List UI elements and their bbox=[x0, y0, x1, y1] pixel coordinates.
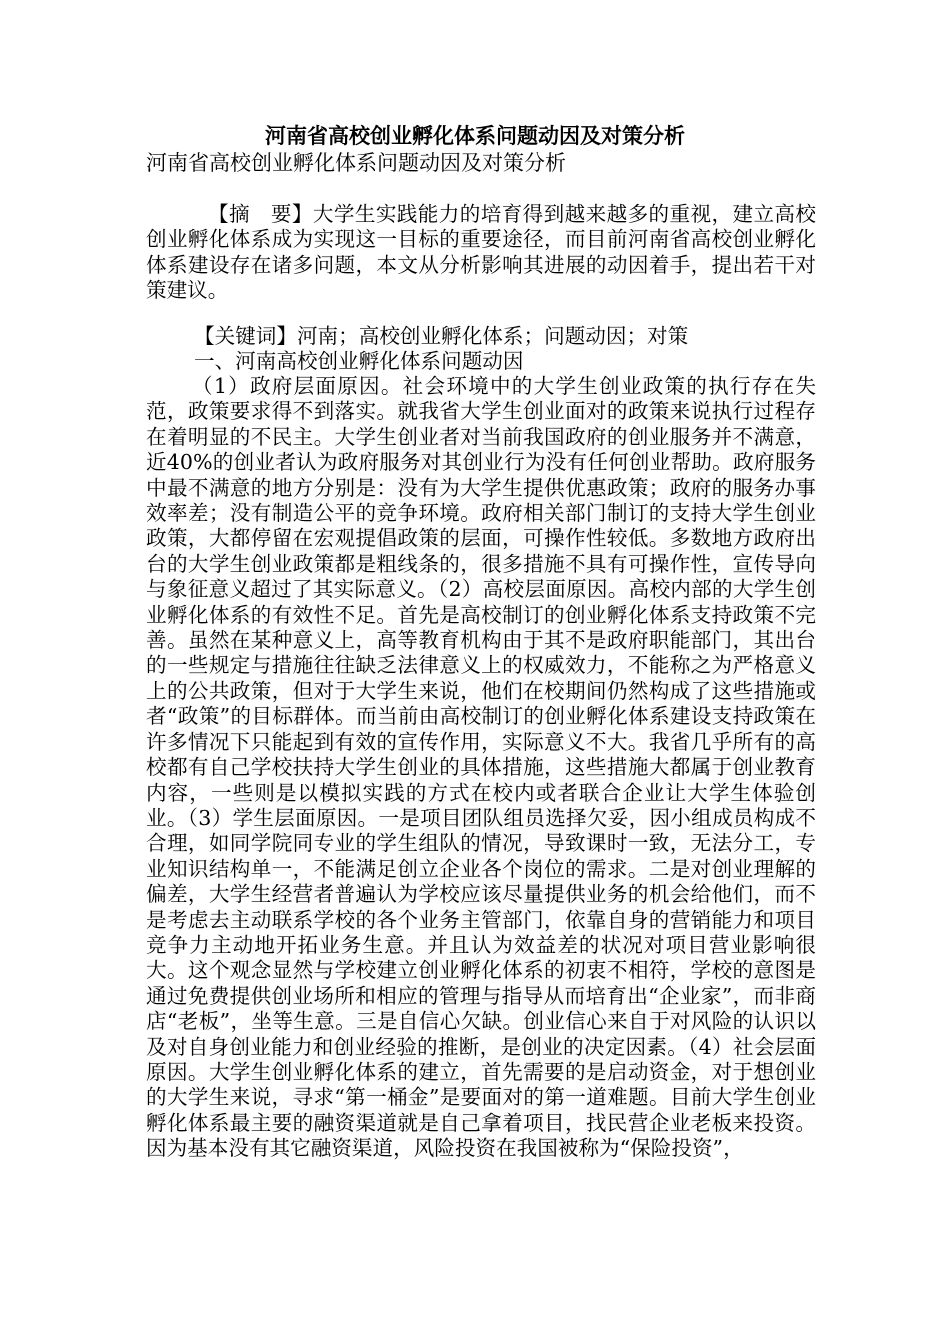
body-paragraph: （1）政府层面原因。社会环境中的大学生创业政策的执行存在失范，政策要求得不到落实。就我省大学生创业面对的政策来说执行过程存在着明显的不民主。大学生创业者对当前我国政府的创业服务并不满意，近40%的创业者认为政府服务对其创业行为没有任何创业帮助。政府服务中最不满意的地方分别是：没有为大学生提供优惠政策；政府的服务办事效率差；没有制造公平的竞争环境。政府相关部门制订的支持大学生创业政策，大都停留在宏观提倡政策的层面，可操作性较低。多数地方政府出台的大学生创业政策都是粗线条的，很多措施不具有可操作性，宣传导向与象征意义超过了其实际意义。（2）高校层面原因。高校内部的大学生创业孵化体系的有效性不足。首先是高校制订的创业孵化体系支持政策不完善。虽然在某种意义上，高等教育机构由于其不是政府职能部门，其出台的一些规定与措施往往缺乏法律意义上的权威效力，不能称之为严格意义上的公共政策，但对于大学生来说，他们在校期间仍然构成了这些措施或者“政策”的目标群体。而当前由高校制订的创业孵化体系建设支持政策在许多情况下只能起到有效的宣传作用，实际意义不大。我省几乎所有的高校都有自己学校扶持大学生创业的具体措施，这些措施大都属于创业教育内容，一些则是以模拟实践的方式在校内或者联合企业让大学生体验创业。（3）学生层面原因。一是项目团队组员选择欠妥，因小组成员构成不合理，如同学院同专业的学生组队的情况，导致课时一致，无法分工，专业知识结构单一，不能满足创立企业各个岗位的需求。二是对创业理解的偏差，大学生经营者普遍认为学校应该尽量提供业务的机会给他们，而不是考虑去主动联系学校的各个业务主管部门，依靠自身的营销能力和项目竞争力主动地开拓业务生意。并且认为效益差的状况对项目营业影响很大。这个观念显然与学校建立创业孵化体系的初衷不相符，学校的意图是通过免费提供创业场所和相应的管理与指导从而培育出“企业家”，而非商店“老板”，坐等生意。三是自信心欠缺。创业信心来自于对风险的认识以及对自身创业能力和创业经验的推断，是创业的决定因素。（4）社会层面原因。大学生创业孵化体系的建立，首先需要的是启动资金，对于想创业的大学生来说，寻求“第一桶金”是要面对的第一道难题。目前大学生创业孵化体系最主要的融资渠道就是自己拿着项目，找民营企业老板来投资。因为基本没有其它融资渠道，风险投资在我国被称为“保险投资”， bbox=[146, 374, 816, 1161]
keywords-line: 【关键词】河南；高校创业孵化体系；问题动因；对策 bbox=[194, 324, 689, 348]
abstract-paragraph: 【摘 要】大学生实践能力的培育得到越来越多的重视，建立高校创业孵化体系成为实现这一目标的重要途径，而目前河南省高校创业孵化体系建设存在诸多问题，本文从分析影响其进展的动因着手，提出若干对策建议。 bbox=[146, 202, 816, 303]
document-subtitle: 河南省高校创业孵化体系问题动因及对策分析 bbox=[146, 151, 566, 175]
document-title: 河南省高校创业孵化体系问题动因及对策分析 bbox=[265, 124, 685, 148]
section-heading: 一、河南高校创业孵化体系问题动因 bbox=[194, 349, 524, 373]
